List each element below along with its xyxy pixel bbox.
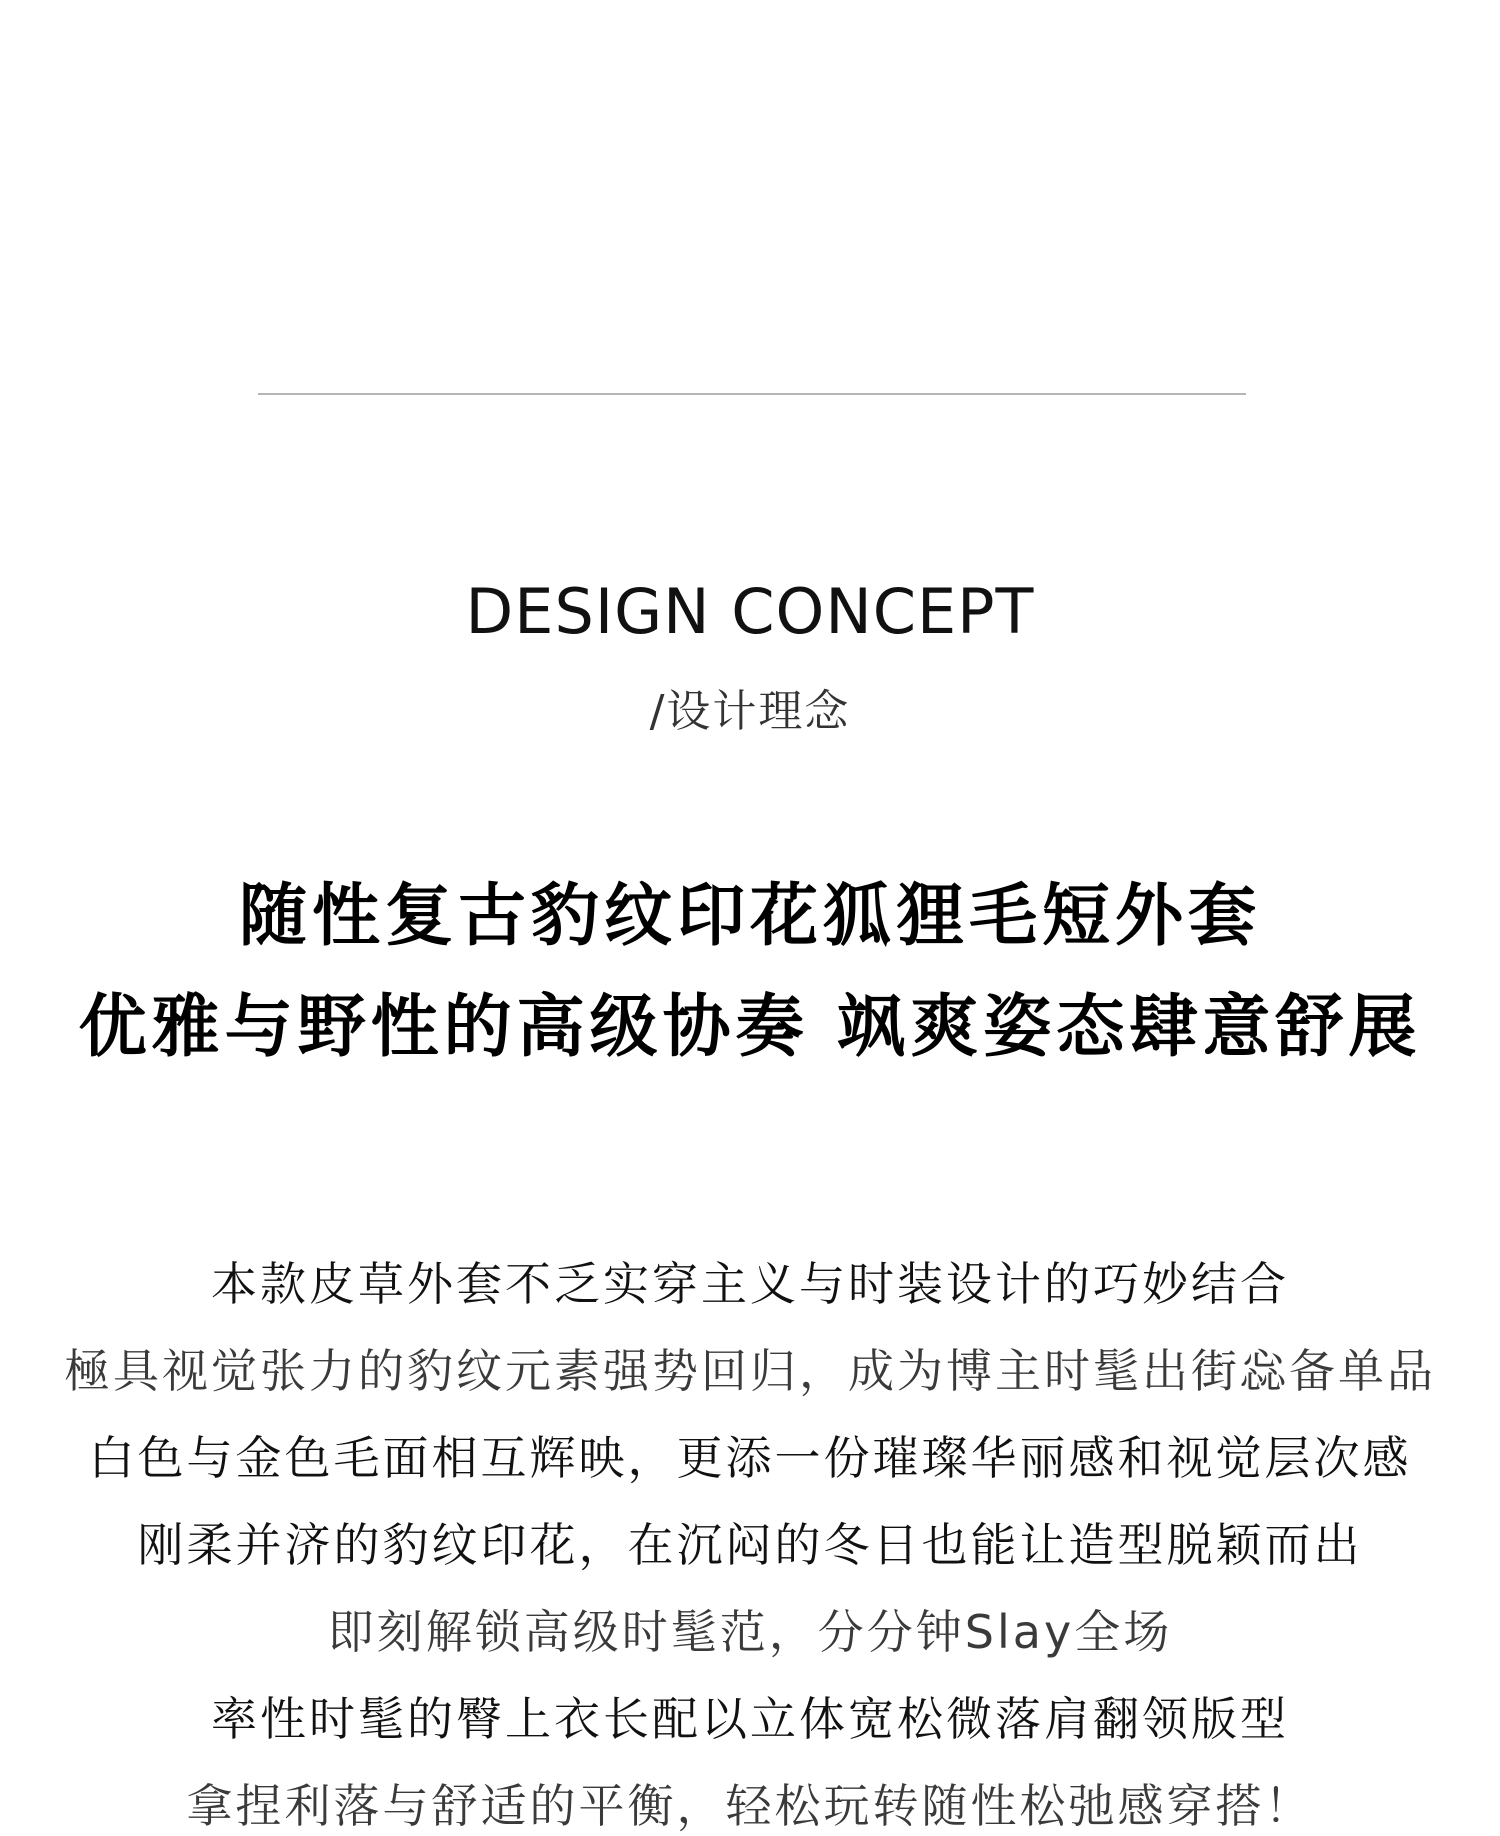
section-divider	[258, 393, 1246, 395]
product-title-line-2: 优雅与野性的高级协奏 飒爽姿态肆意舒展	[78, 988, 1422, 1067]
description-line-1: 本款皮草外套不乏实穿主义与时装设计的巧妙结合	[211, 1257, 1289, 1311]
description-line-5: 即刻解锁高级时髦范，分分钟Slay全场	[327, 1605, 1173, 1659]
description-line-3: 白色与金色毛面相互辉映，更添一份璀璨华丽感和视觉层次感	[88, 1431, 1412, 1485]
section-heading-cn: /设计理念	[649, 686, 851, 737]
section-heading-en: DESIGN CONCEPT	[465, 575, 1035, 648]
description-line-4: 刚柔并济的豹纹印花，在沉闷的冬日也能让造型脱颖而出	[137, 1518, 1363, 1572]
product-title-line-1: 随性复古豹纹印花狐狸毛短外套	[238, 877, 1261, 956]
description-line-7: 拿捏利落与舒适的平衡，轻松玩转随性松弛感穿搭！	[186, 1779, 1314, 1833]
description-line-2: 極具视觉张力的豹纹元素强势回归，成为博主时髦出街惢备单品	[64, 1344, 1436, 1398]
description-line-6: 率性时髦的臀上衣长配以立体宽松微落肩翻领版型	[211, 1692, 1289, 1746]
